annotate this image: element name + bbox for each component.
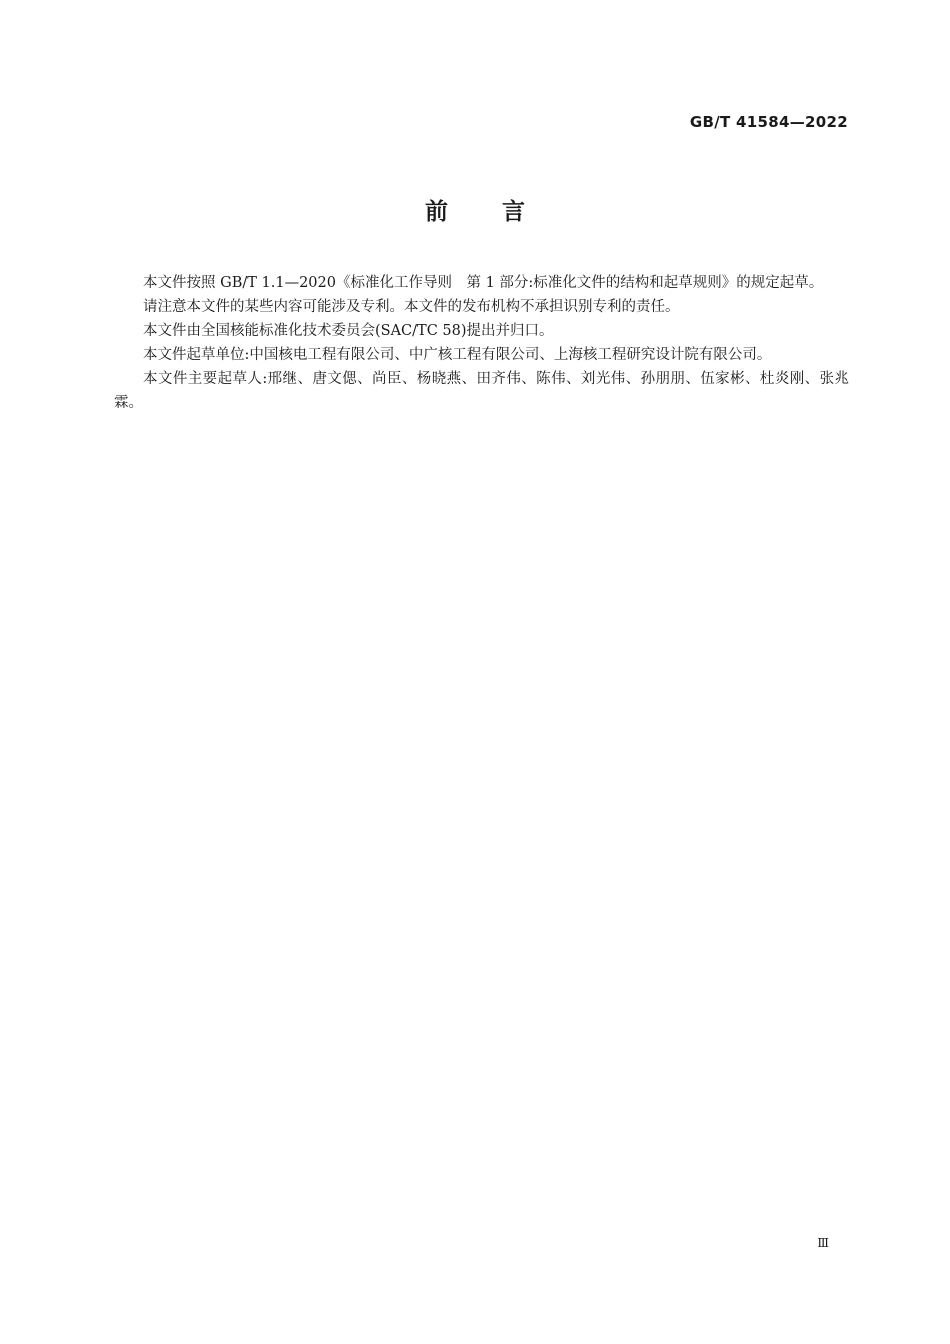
paragraph-drafting-units: 本文件起草单位:中国核电工程有限公司、中广核工程有限公司、上海核工程研究设计院有限公司。 — [143, 347, 772, 363]
document-body — [114, 271, 849, 415]
paragraph-drafting-rules: 本文件按照 GB/T 1.1—2020《标准化工作导则 第 1 部分:标准化文件的结构和起草规则》的规定起草。 — [143, 275, 824, 291]
page-number: Ⅲ — [817, 1236, 829, 1250]
paragraph-proposer: 本文件由全国核能标准化技术委员会(SAC/TC 58)提出并归口。 — [143, 323, 554, 339]
paragraph-patent-notice: 请注意本文件的某些内容可能涉及专利。本文件的发布机构不承担识别专利的责任。 — [143, 299, 680, 315]
standard-number: GB/T 41584—2022 — [689, 113, 848, 131]
paragraph-drafters: 本文件主要起草人:邢继、唐文偲、尚臣、杨晓燕、田齐伟、陈伟、刘光伟、孙朋朋、伍家彬、杜炎刚、张兆霖。 — [114, 371, 849, 411]
page-title: 前言 — [425, 199, 579, 225]
